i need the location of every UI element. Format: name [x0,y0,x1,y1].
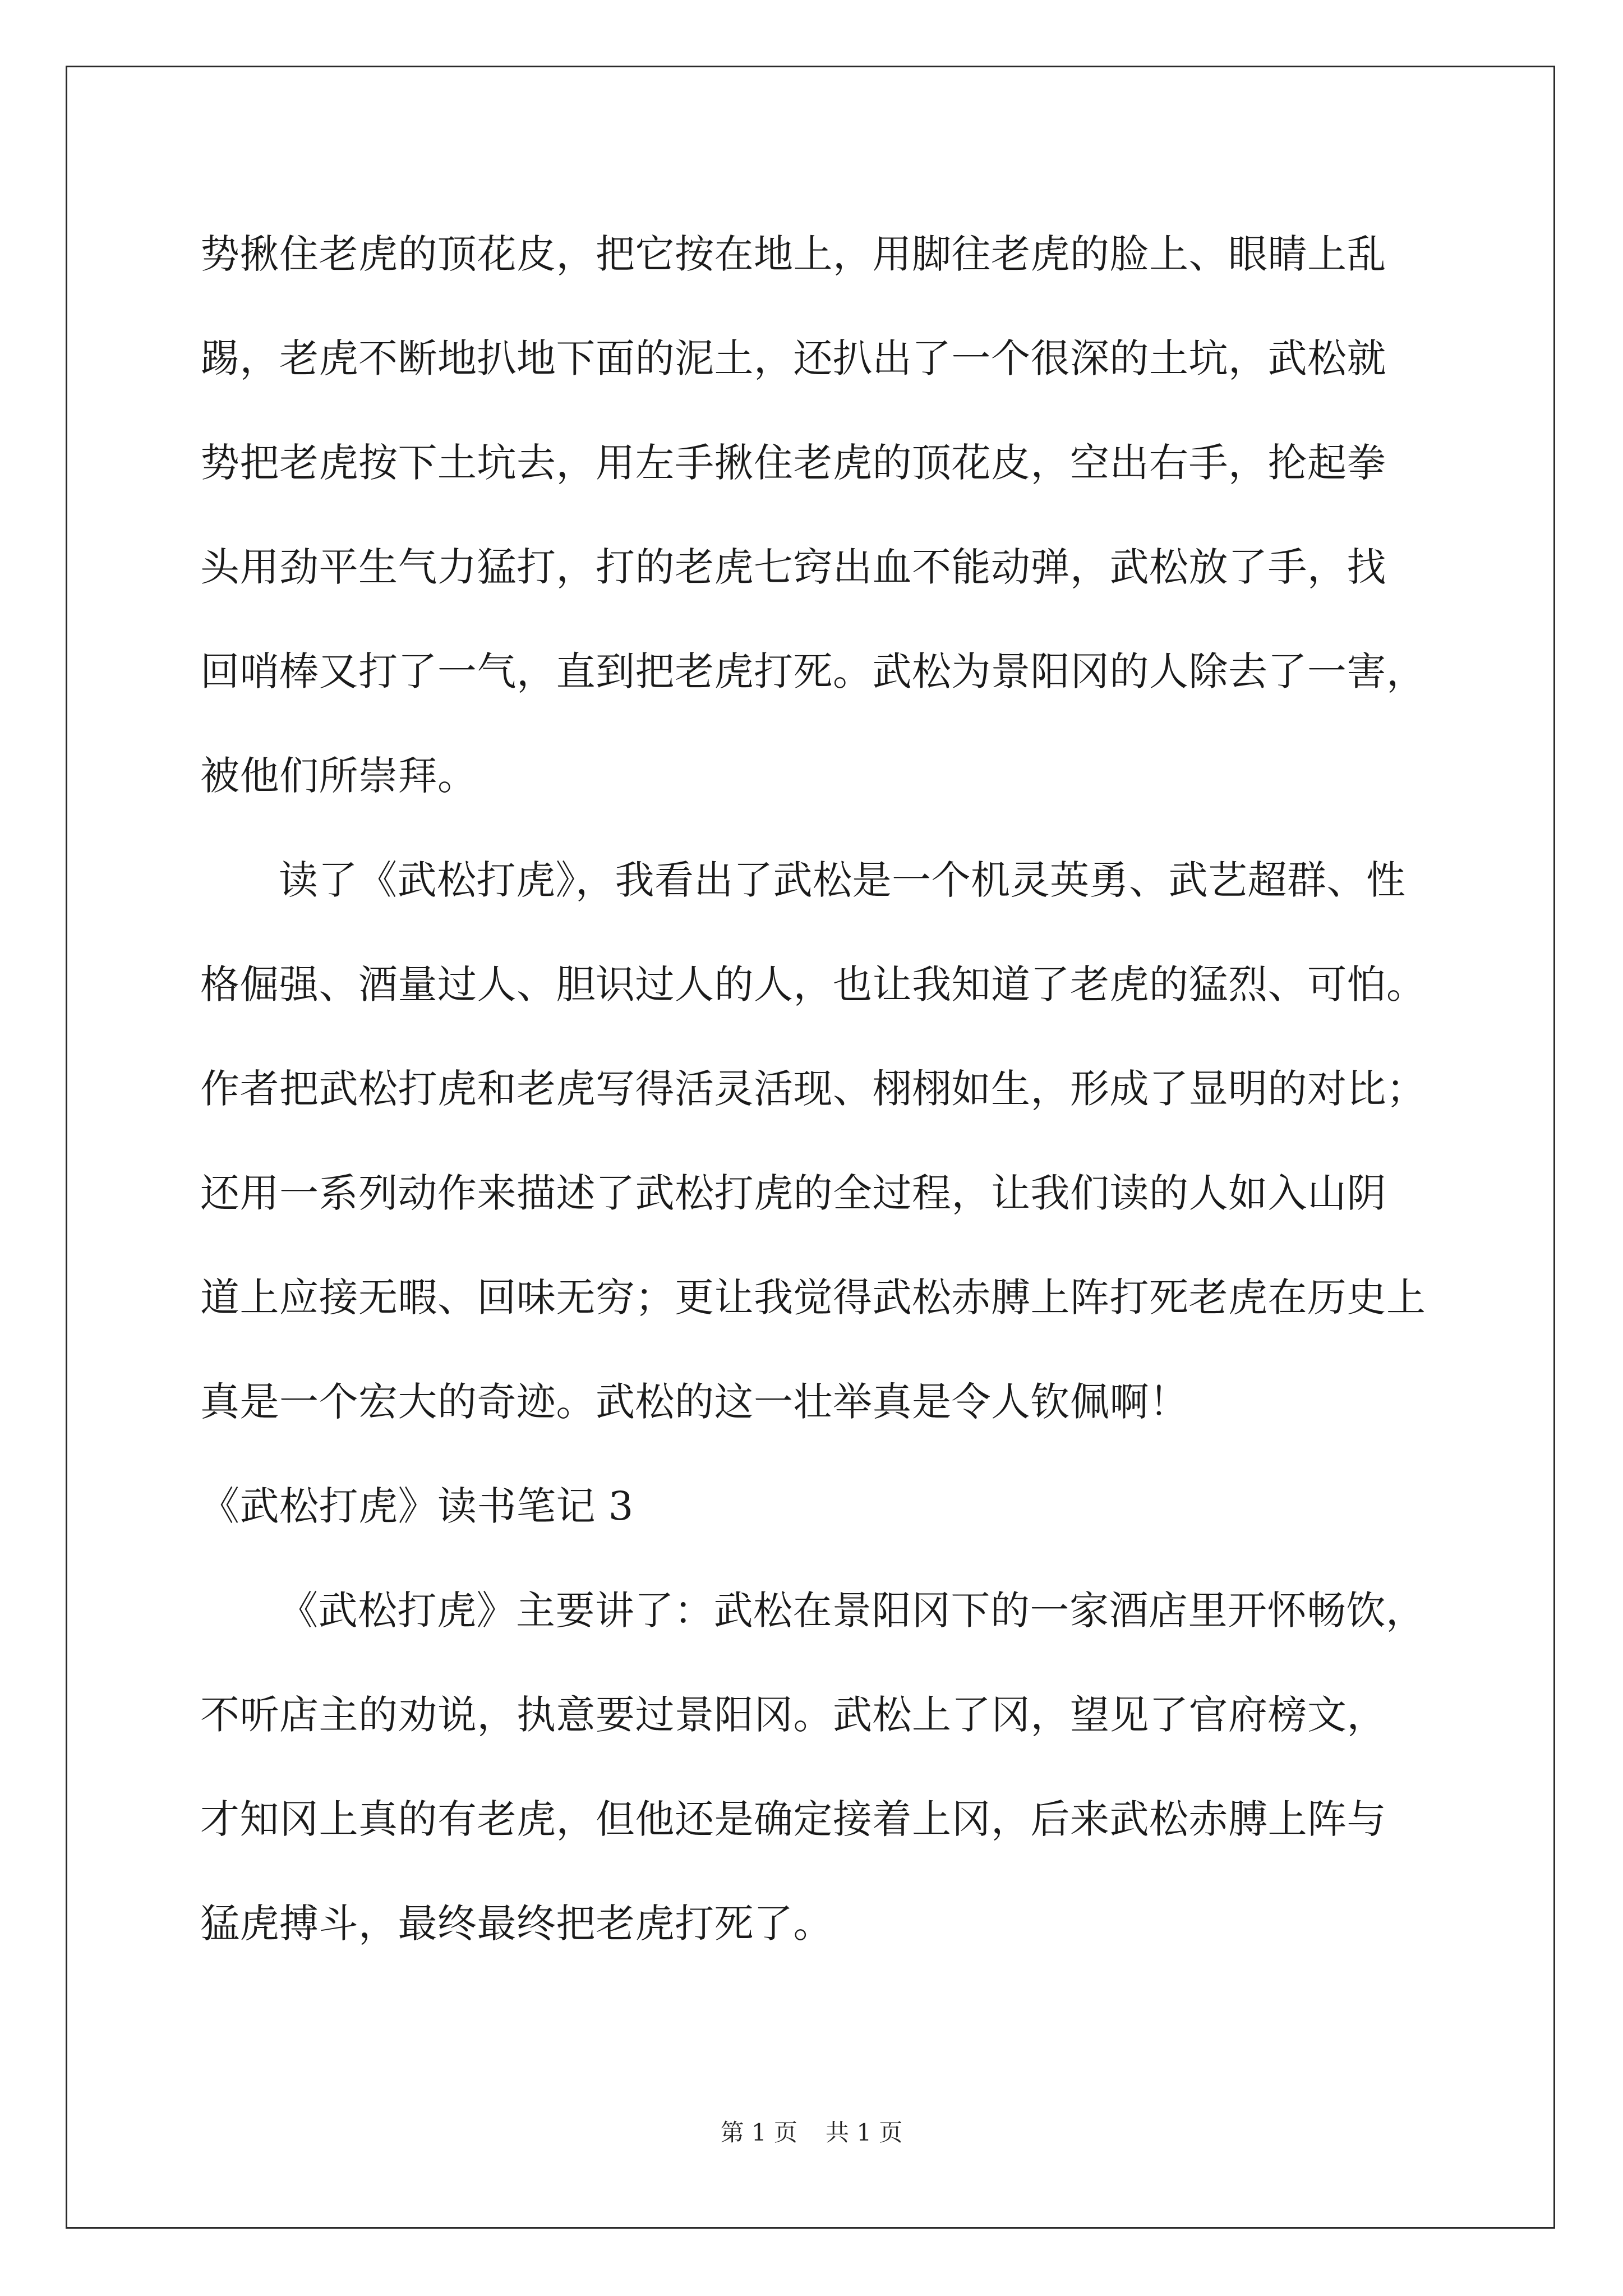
page-number: 第 1 页 [720,2119,797,2146]
text-line: 踢，老虎不断地扒地下面的泥土，还扒出了一个很深的土坑，武松就 [200,335,1386,381]
text-line: 被他们所崇拜。 [200,753,477,799]
text-line: 道上应接无暇、回味无穷；更让我觉得武松赤膊上阵打死老虎在历史上 [200,1274,1426,1320]
text-line: 才知冈上真的有老虎，但他还是确定接着上冈，后来武松赤膊上阵与 [200,1796,1386,1842]
text-line: 还用一系列动作来描述了武松打虎的全过程，让我们读的人如入山阴 [200,1170,1386,1216]
text-line: 真是一个宏大的奇迹。武松的这一壮举真是令人钦佩啊！ [200,1379,1189,1425]
text-line: 不听店主的劝说，执意要过景阳冈。武松上了冈，望见了官府榜文， [200,1692,1386,1738]
paragraph-start-line: 读了《武松打虎》，我看出了武松是一个机灵英勇、武艺超群、性 [279,857,1406,903]
text-line: 头用劲平生气力猛打，打的老虎七窍出血不能动弹，武松放了手，找 [200,544,1386,590]
document-body [200,202,1434,1976]
text-line: 势把老虎按下土坑去，用左手揪住老虎的顶花皮，空出右手，抡起拳 [200,440,1386,486]
text-line: 猛虎搏斗，最终最终把老虎打死了。 [200,1901,833,1947]
page-total: 共 1 页 [826,2119,903,2146]
text-line: 格倔强、酒量过人、胆识过人的人，也让我知道了老虎的猛烈、可怕。 [200,961,1426,1007]
paragraph-start-line: 《武松打虎》主要讲了：武松在景阳冈下的一家酒店里开怀畅饮， [279,1588,1426,1634]
section-heading: 《武松打虎》读书笔记 3 [200,1483,634,1529]
text-line: 作者把武松打虎和老虎写得活灵活现、栩栩如生，形成了显明的对比； [200,1066,1426,1112]
text-line: 势揪住老虎的顶花皮，把它按在地上，用脚往老虎的脸上、眼睛上乱 [200,231,1386,277]
text-line: 回哨棒又打了一气，直到把老虎打死。武松为景阳冈的人除去了一害， [200,648,1426,694]
page-footer [0,2116,1623,2150]
